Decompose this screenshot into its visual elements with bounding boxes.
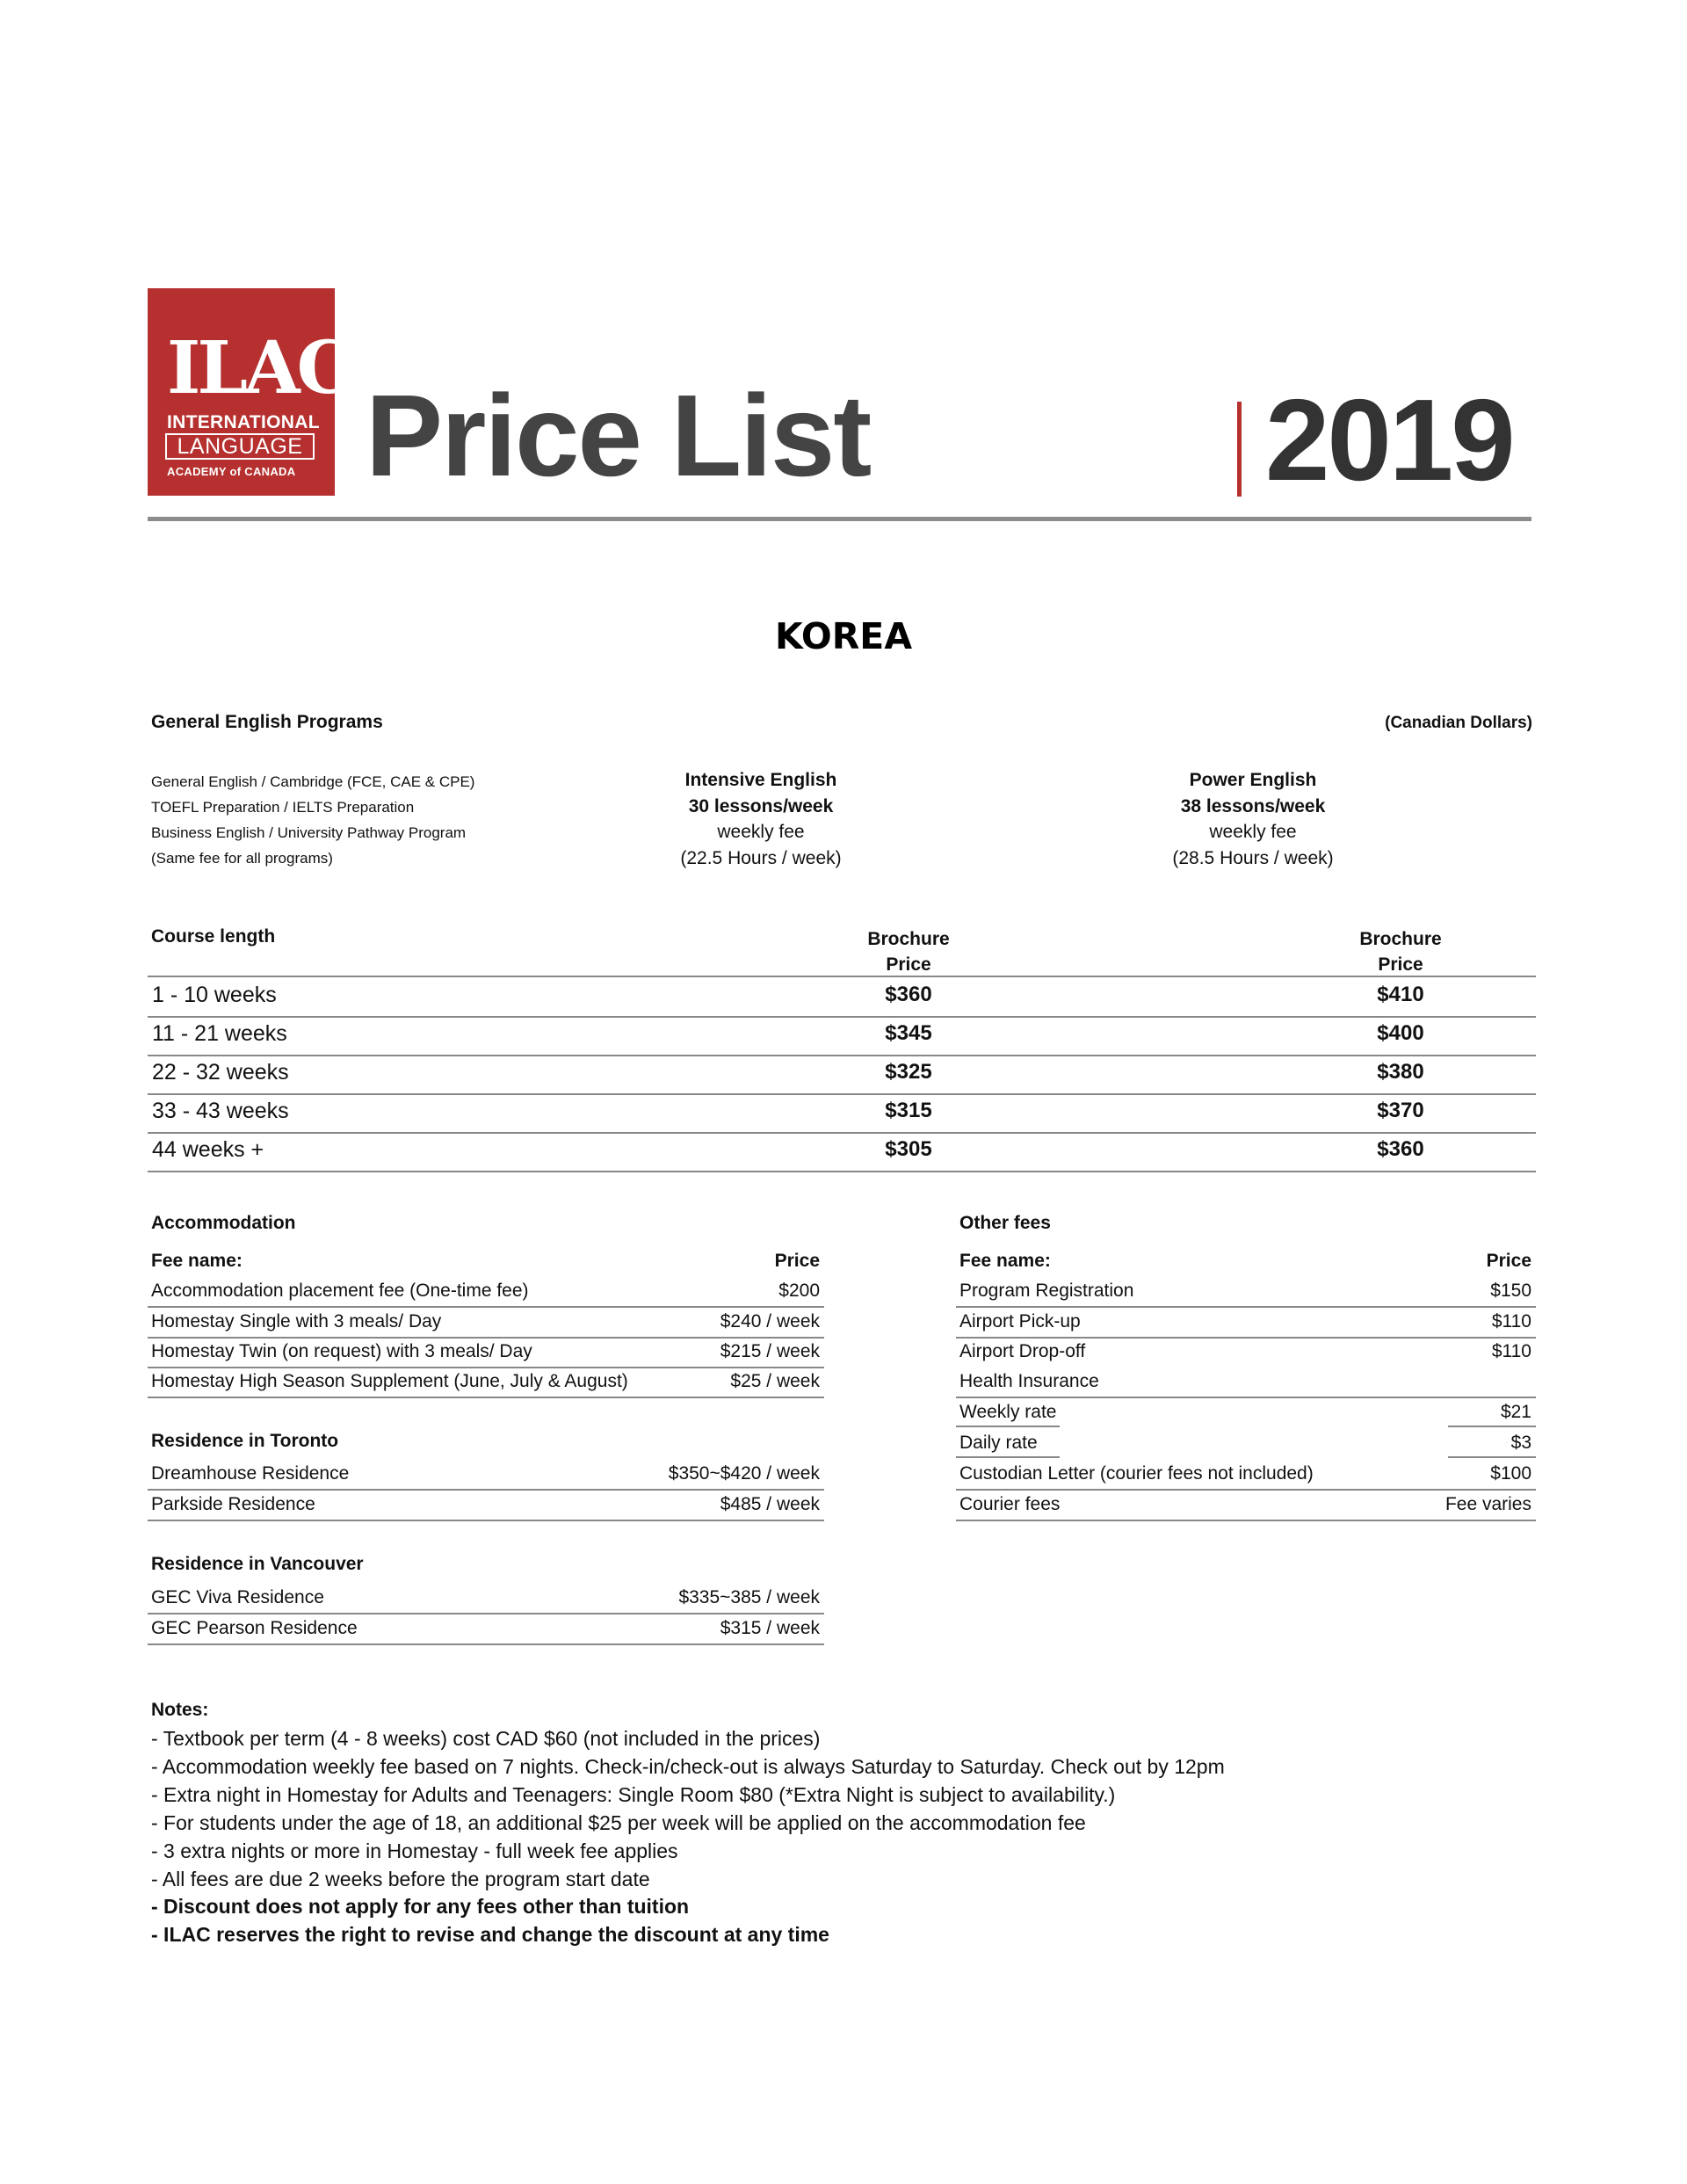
price-header: Price — [1486, 1251, 1531, 1271]
table-row — [148, 1337, 824, 1368]
price-header-line: Brochure — [867, 929, 950, 949]
fee-name: Program Registration — [959, 1281, 1134, 1301]
course-length-cell: 44 weeks + — [152, 1137, 264, 1162]
price-header-line: Price — [886, 954, 931, 975]
table-row — [956, 1428, 1536, 1458]
note-item: - For students under the age of 18, an additional $25 per week will be applied on the accommodation fee — [151, 1811, 1086, 1834]
fee-name: Custodian Letter (courier fees not included) — [959, 1463, 1314, 1484]
logo-line-3: ACADEMY of CANADA — [167, 465, 296, 478]
other-header-row — [956, 1246, 1536, 1276]
program-line: TOEFL Preparation / IELTS Preparation — [151, 799, 415, 816]
table-row — [148, 1276, 824, 1308]
program-line: (Same fee for all programs) — [151, 850, 333, 867]
table-row — [956, 1367, 1536, 1398]
toronto-heading: Residence in Toronto — [151, 1431, 339, 1451]
fee-price: $350~$420 / week — [668, 1463, 820, 1484]
other-fees-heading: Other fees — [959, 1213, 1051, 1233]
daily-price-underline — [1448, 1456, 1536, 1458]
power-price-cell: $370 — [1377, 1099, 1424, 1122]
course-length-cell: 22 - 32 weeks — [152, 1060, 289, 1085]
fee-name: GEC Pearson Residence — [151, 1618, 358, 1638]
power-price-header — [1225, 926, 1576, 977]
power-price-cell: $410 — [1377, 983, 1424, 1006]
currency-note: (Canadian Dollars) — [1385, 714, 1532, 732]
daily-rate-underline — [956, 1456, 1060, 1458]
course-length-header: Course length — [151, 926, 276, 947]
fee-name: Airport Drop-off — [959, 1341, 1086, 1361]
title-divider — [1237, 402, 1242, 497]
fee-name: Homestay Single with 3 meals/ Day — [151, 1311, 442, 1331]
intensive-price-cell: $305 — [885, 1137, 932, 1161]
general-programs-heading: General English Programs — [151, 712, 383, 732]
price-header: Price — [774, 1251, 820, 1271]
table-row — [148, 1459, 824, 1491]
note-item: - 3 extra nights or more in Homestay - full week fee applies — [151, 1839, 678, 1862]
fee-name: Health Insurance — [959, 1371, 1099, 1391]
table-row — [148, 1016, 1536, 1056]
fee-price: $25 / week — [730, 1371, 820, 1391]
fee-price: $21 — [1500, 1402, 1531, 1422]
course-length-cell: 11 - 21 weeks — [152, 1021, 287, 1046]
fee-price: $200 — [778, 1281, 820, 1301]
fee-name: Airport Pick-up — [959, 1311, 1081, 1331]
fee-price: $3 — [1510, 1433, 1531, 1453]
fee-name-header: Fee name: — [151, 1251, 243, 1271]
fee-price: $150 — [1490, 1281, 1531, 1301]
table-row — [148, 977, 1536, 1018]
country-heading: KOREA — [774, 615, 913, 657]
table-row — [956, 1490, 1536, 1521]
table-row — [148, 1055, 1536, 1095]
intensive-hours: (22.5 Hours / week) — [680, 847, 842, 868]
fee-price: $100 — [1490, 1463, 1531, 1484]
fee-name: Homestay High Season Supplement (June, July & August) — [151, 1371, 628, 1391]
logo-line-2: LANGUAGE — [165, 433, 315, 460]
program-line: General English / Cambridge (FCE, CAE & CPE) — [151, 773, 475, 790]
tuition-header-row — [148, 923, 1536, 977]
page-title: Price List — [366, 371, 871, 500]
power-price-cell: $360 — [1377, 1137, 1424, 1161]
intensive-english-block — [585, 767, 937, 871]
power-name: Power English — [1189, 770, 1317, 790]
note-item: - All fees are due 2 weeks before the program start date — [151, 1868, 650, 1890]
fee-price: $215 / week — [720, 1341, 820, 1361]
fee-name: Homestay Twin (on request) with 3 meals/ Day — [151, 1341, 532, 1361]
table-row — [956, 1397, 1536, 1427]
price-header-line: Brochure — [1359, 929, 1442, 949]
note-item-bold: - ILAC reserves the right to revise and change the discount at any time — [151, 1923, 829, 1946]
logo-mark: ILAC — [167, 326, 351, 410]
table-row — [956, 1276, 1536, 1308]
fee-name: Parkside Residence — [151, 1494, 315, 1514]
fee-name: GEC Viva Residence — [151, 1587, 324, 1607]
price-header-line: Price — [1378, 954, 1423, 975]
note-item: - Textbook per term (4 - 8 weeks) cost CAD $60 (not included in the prices) — [151, 1727, 821, 1750]
power-fee-label: weekly fee — [1209, 822, 1297, 842]
notes-heading: Notes: — [151, 1700, 209, 1720]
fee-price: $335~385 / week — [678, 1587, 820, 1607]
fee-name-header: Fee name: — [959, 1251, 1051, 1271]
fee-price: $110 — [1491, 1311, 1531, 1331]
fee-name: Weekly rate — [959, 1402, 1057, 1422]
power-hours: (28.5 Hours / week) — [1172, 847, 1334, 868]
intensive-price-cell: $315 — [885, 1099, 932, 1122]
table-row — [148, 1093, 1536, 1134]
intensive-price-cell: $360 — [885, 983, 932, 1006]
intensive-lessons: 30 lessons/week — [688, 795, 834, 816]
vancouver-heading: Residence in Vancouver — [151, 1554, 364, 1574]
accommodation-header-row — [148, 1246, 824, 1276]
weekly-price-underline — [1448, 1426, 1536, 1427]
table-row — [148, 1367, 824, 1398]
table-row — [956, 1337, 1536, 1367]
fee-name: Dreamhouse Residence — [151, 1463, 350, 1484]
intensive-price-cell: $325 — [885, 1060, 932, 1084]
fee-name: Daily rate — [959, 1433, 1038, 1453]
note-item-bold: - Discount does not apply for any fees other than tuition — [151, 1895, 690, 1918]
page-year: 2019 — [1265, 375, 1513, 504]
power-price-cell: $400 — [1377, 1021, 1424, 1045]
table-row — [956, 1459, 1536, 1491]
course-length-cell: 33 - 43 weeks — [152, 1099, 289, 1123]
intensive-price-cell: $345 — [885, 1021, 932, 1045]
fee-price: $485 / week — [720, 1494, 820, 1514]
intensive-name: Intensive English — [684, 770, 837, 790]
power-english-block — [1077, 767, 1429, 871]
fee-name: Accommodation placement fee (One-time fee) — [151, 1281, 529, 1301]
note-item: - Accommodation weekly fee based on 7 nights. Check-in/check-out is always Saturday to Saturday. Check out by 12pm — [151, 1755, 1225, 1778]
table-row — [148, 1307, 824, 1339]
table-row — [956, 1307, 1536, 1339]
fee-name: Courier fees — [959, 1494, 1061, 1514]
fee-price: $110 — [1491, 1341, 1531, 1361]
table-row — [148, 1583, 824, 1614]
fee-price: $240 / week — [720, 1311, 820, 1331]
table-row — [148, 1132, 1536, 1172]
course-length-cell: 1 - 10 weeks — [152, 983, 277, 1007]
logo-line-1: INTERNATIONAL — [167, 412, 320, 432]
power-lessons: 38 lessons/week — [1180, 795, 1326, 816]
fee-price: $315 / week — [720, 1618, 820, 1638]
table-row — [148, 1614, 824, 1645]
power-price-cell: $380 — [1377, 1060, 1424, 1084]
header-rule — [148, 517, 1531, 521]
intensive-price-header — [733, 926, 1084, 977]
note-item: - Extra night in Homestay for Adults and Teenagers: Single Room $80 (*Extra Night is subject to availability.) — [151, 1783, 1116, 1806]
intensive-fee-label: weekly fee — [717, 822, 805, 842]
weekly-rate-underline — [956, 1426, 1060, 1427]
ilac-logo — [148, 288, 351, 496]
program-line: Business English / University Pathway Program — [151, 824, 467, 841]
accommodation-heading: Accommodation — [151, 1213, 296, 1233]
table-row — [148, 1490, 824, 1521]
fee-price: Fee varies — [1444, 1494, 1531, 1514]
